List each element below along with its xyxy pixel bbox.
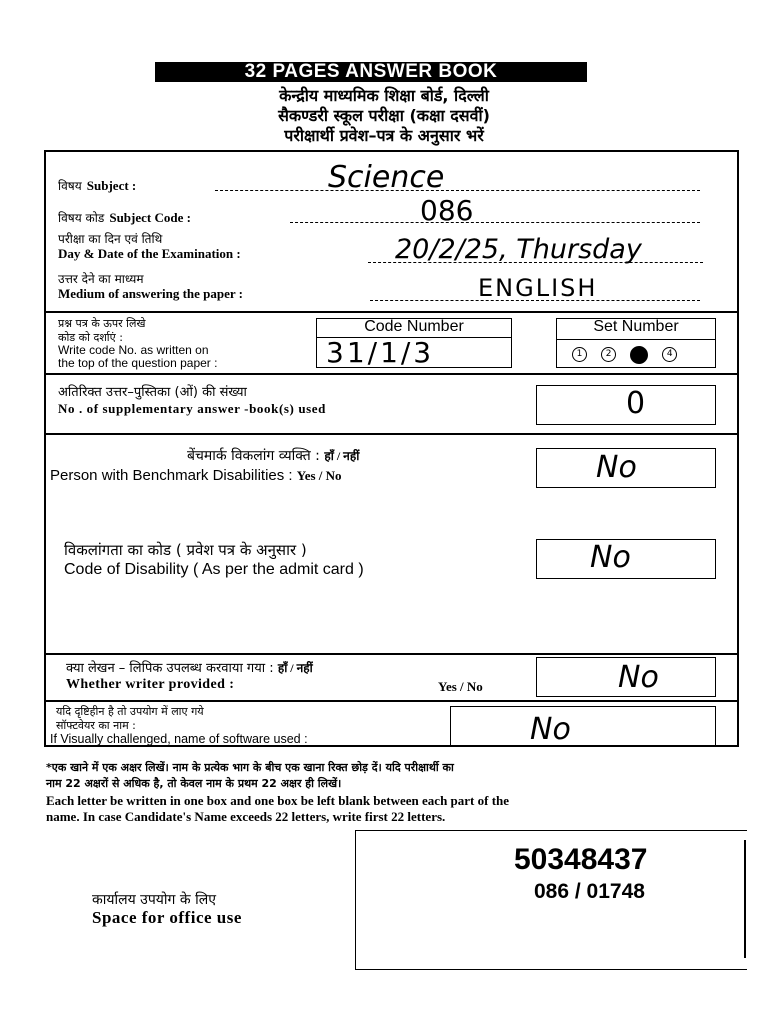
disability-code-value[interactable]: No	[590, 540, 631, 575]
benchmark-value[interactable]: No	[596, 450, 637, 485]
exam-date-value[interactable]: 20/2/25, Thursday	[395, 234, 642, 265]
software-label: If Visually challenged, name of software used :	[50, 732, 308, 746]
exam-name: सैकण्डरी स्कूल परीक्षा (कक्षा दसवीं)	[278, 106, 490, 125]
code-instr-hi-2: कोड को दर्शाएं :	[58, 331, 123, 344]
writer-yesno: Yes / No	[438, 679, 483, 694]
instruction-en-1: Each letter be written in one box and one box be left blank between each part of the	[46, 793, 510, 808]
code-instr-en-2: the top of the question paper :	[58, 356, 218, 370]
software-value[interactable]: No	[530, 712, 571, 747]
instruction-en-2: name. In case Candidate's Name exceeds 22 letters, write first 22 letters.	[46, 809, 446, 824]
divider	[44, 433, 739, 435]
set-options	[572, 344, 686, 364]
supplementary-label-hi: अतिरिक्त उत्तर–पुस्तिका (ओं) की संख्या	[58, 385, 247, 400]
subject-value[interactable]: Science	[328, 160, 445, 195]
board-name: केन्द्रीय माध्यमिक शिक्षा बोर्ड, दिल्ली	[279, 86, 489, 105]
software-box[interactable]	[450, 706, 716, 746]
writer-label: Whether writer provided :	[66, 677, 235, 692]
benchmark-label-hi: बेंचमार्क विकलांग व्यक्ति : हाँ / नहीं	[187, 448, 360, 464]
subject-code-label: विषय कोड Subject Code :	[58, 210, 191, 225]
medium-label: Medium of answering the paper :	[58, 286, 244, 301]
office-code: 086 / 01748	[534, 880, 645, 903]
code-number-value[interactable]: 31/1/3	[326, 336, 435, 369]
office-number: 50348437	[514, 843, 648, 876]
medium-value[interactable]: ENGLISH	[478, 274, 598, 302]
instruction-hi-1: *एक खाने में एक अक्षर लिखें। नाम के प्रत्येक भाग के बीच एक खाना रिक्त छोड़ दें। यदि परीक्षार्थी का	[46, 761, 454, 774]
divider	[44, 700, 739, 702]
divider	[44, 373, 739, 375]
subject-label: विषय Subject :	[58, 178, 137, 193]
fill-instruction: परीक्षार्थी प्रवेश–पत्र के अनुसार भरें	[284, 126, 484, 145]
office-box-edge	[744, 840, 746, 958]
writer-value[interactable]: No	[618, 660, 659, 695]
divider	[44, 653, 739, 655]
code-instr-hi-1: प्रश्न पत्र के ऊपर लिखे	[58, 317, 146, 330]
office-label: Space for office use	[92, 908, 242, 927]
code-number-label: Code Number	[316, 318, 512, 338]
answer-book-title: 32 PAGES ANSWER BOOK	[155, 62, 587, 82]
instruction-hi-2: नाम 22 अक्षरों से अधिक है, तो केवल नाम के प्रथम 22 अक्षर ही लिखें।	[46, 777, 342, 790]
benchmark-label: Person with Benchmark Disabilities : Yes / No	[50, 467, 342, 484]
set-option-3-selected[interactable]: 3	[630, 346, 648, 364]
divider	[44, 311, 739, 313]
set-option-4[interactable]: 4	[662, 347, 677, 362]
office-label-hi: कार्यालय उपयोग के लिए	[92, 892, 216, 908]
software-label-hi-2: सॉफ्टवेयर का नाम :	[56, 719, 136, 732]
set-option-2[interactable]: 2	[601, 347, 616, 362]
exam-date-label-hi: परीक्षा का दिन एवं तिथि	[58, 232, 163, 246]
medium-label-hi: उत्तर देने का माध्यम	[58, 272, 144, 286]
supplementary-label: No . of supplementary answer -book(s) used	[58, 401, 327, 416]
subject-line	[215, 190, 700, 191]
disability-code-label: Code of Disability ( As per the admit card )	[64, 561, 364, 578]
disability-code-label-hi: विकलांगता का कोड ( प्रवेश पत्र के अनुसार )	[64, 541, 307, 559]
set-number-label: Set Number	[556, 318, 716, 340]
subject-code-line	[290, 222, 700, 223]
exam-date-label: Day & Date of the Examination :	[58, 246, 241, 261]
software-label-hi-1: यदि दृष्टिहीन है तो उपयोग में लाए गये	[56, 705, 204, 718]
supplementary-value[interactable]: 0	[626, 386, 646, 421]
writer-label-hi: क्या लेखन – लिपिक उपलब्ध करवाया गया : हाँ / नहीं	[66, 661, 313, 676]
set-option-1[interactable]: 1	[572, 347, 587, 362]
code-instr-en-1: Write code No. as written on	[58, 343, 209, 357]
subject-code-value[interactable]: 086	[420, 194, 474, 227]
